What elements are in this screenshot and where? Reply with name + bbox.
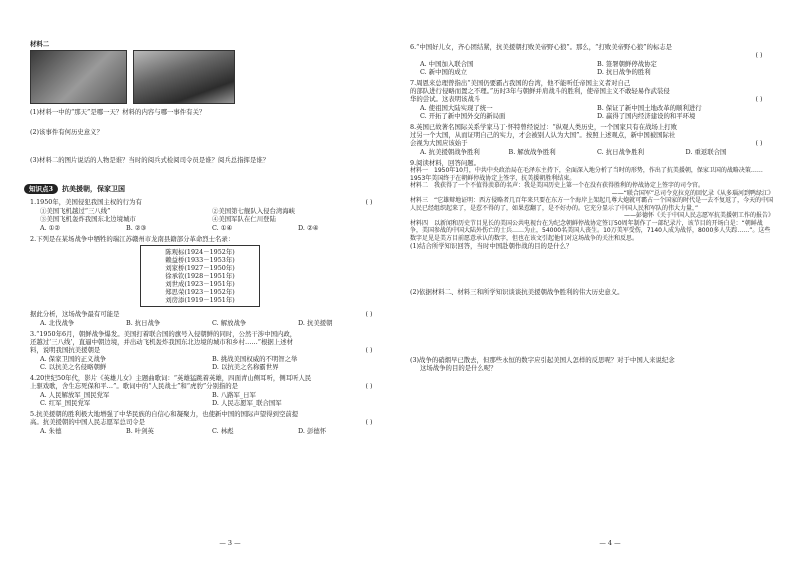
mc3-option[interactable]: A. 保家卫国的正义战争 — [40, 355, 107, 364]
mc-question-6: 6.“中国好儿女，齐心团结紧，抗美援朝打败美帝野心狼”。那么，“打败美帝野心狼”的标志是 ( ) A. 中国加入联合国 B. 签署朝鲜停战协定 C. 新中国的成立 D. 抗日战争的胜利 — [410, 43, 774, 76]
mc7-option[interactable]: C. 开拓了新中国外交的新局面 — [420, 112, 506, 120]
sub-question-3-cont: 这场战争的目的是什么呢？ — [420, 364, 497, 372]
material-1: 材料一 1950年10月，中共中央政治局在毛泽东主持下，全面深入地分析了当时的形势，作出了抗美援朝，保家卫国的战略决策……1953年美国终于在朝鲜停战协定上签字，抗美援朝胜利结束。 — [410, 167, 763, 182]
mc5-option[interactable]: A. 朱德 — [40, 427, 62, 436]
question-3: (3)材料二的图片说话的人物是谁？当时的阅兵式检阅司令员是谁？阅兵总指挥是谁？ — [30, 156, 270, 164]
mc-question-2: 2.下列是在某场战争中牺牲的瑞江苏赣州市龙南县籍部分革命烈士名录： 陈观标(1924－1952年) 赖益桥(1933－1953年) 刘家桥(1927－1950年) 徐承钦(1928－1951年) 刘世成(1923－1951年) 郑思荣(1923－1952年) 刘房添(1919－1951年) 据此分析，这场战争最有可能是 ( ) A. 北伐战争 B. 抗日战争 C. 解放战争 D. 抗美援朝 — [30, 235, 384, 327]
mc1-item: ②美国第七舰队入侵台湾海峡 — [212, 207, 296, 216]
mc6-option[interactable]: C. 新中国的成立 — [420, 68, 468, 76]
mc-question-1: 1.1950年，美国侵犯我国主权的行为有 ( ) ①美国飞机越过“三八线” ②美国第七舰队入侵台湾海峡 ③美国飞机轰炸我国东北边境城市 ④美国军队在仁川登陆 A. ①② B. ②③ C. ①④ D. ②④ — [30, 198, 384, 232]
mc7-option[interactable]: A. 使祖国大陆实现了统一 — [420, 104, 493, 112]
mc5-option[interactable]: B. 叶剑英 — [126, 427, 154, 436]
mc1-option[interactable]: D. ②④ — [298, 224, 319, 233]
mc4-option[interactable]: B. 八路军_日军 — [212, 391, 256, 400]
material2-label: 材料二 — [30, 40, 50, 48]
reading-question-9 — [410, 159, 774, 372]
question-2: (2)该事件有何历史意义？ — [30, 128, 103, 136]
mc2-option[interactable]: B. 抗日战争 — [126, 319, 161, 328]
mc-question-8: 8.英国已故著名国际关系学家马丁·怀特曾经说过：“纵观人类历史，一个国家只有在战场上打败 过另一个大国，从而证明自己的实力，才会被别人认为大国”。按照上述观点，新中国被国际社 会视为大国应该始于 ( ) A. 抗美援朝战争胜利 B. 解放战争胜利 C. 抗日战争胜利 D. 重返联合国 — [410, 123, 774, 156]
mc6-option[interactable]: B. 签署朝鲜停战协定 — [597, 60, 657, 68]
sub-question-2: (2)依据材料二、材料三和所学知识谈谈抗美援朝战争胜利的伟大历史意义。 — [410, 288, 624, 296]
photo-row — [30, 50, 384, 104]
q9-title: 9.阅读材料，回答问题。 — [410, 159, 481, 167]
material-3: 材料三 “它雄辩地证明：西方侵略者几百年来只要在东方一个海岸上架起几尊大炮就可霸占一个国家的时代是一去不复返了，今天的中国人民已经组织起来了，是惹不得的了，如果惹翻了，是不好办的。它充分显示了中国人民和军队的伟大力量，” — [410, 197, 774, 212]
mc4-option[interactable]: D. 人民志愿军_联合国军 — [212, 399, 282, 408]
mc7-option[interactable]: D. 赢得了国内经济建设的和平环境 — [597, 112, 696, 120]
mc8-option[interactable]: A. 抗美援朝战争胜利 — [420, 148, 480, 156]
mc2-option[interactable]: A. 北伐战争 — [40, 319, 75, 328]
knowledge-point-badge: 知识点3 — [24, 184, 58, 194]
mc3-option[interactable]: C. 以抗美之名侵略朝鲜 — [40, 363, 107, 372]
mc5-option[interactable]: D. 彭德怀 — [298, 427, 327, 436]
mc8-option[interactable]: C. 抗日战争胜利 — [597, 148, 645, 156]
mc3-option[interactable]: D. 以抗美之名称霸世界 — [212, 363, 279, 372]
mc-question-7: 7.周恩来总理曾指出“美国仍要霸占我国的台湾，他不能听任帝国主义者对自己 的部队进行侵略而置之不理。”历时3年与朝鲜并肩战斗的胜利，使帝国主义不敢轻易作武装侵 华的尝试。这表明该战斗 ( ) A. 使祖国大陆实现了统一 B. 保证了新中国土地改革的顺利进行 C. 开拓了新中国外交的新局面 D. 赢得了国内经济建设的和平环境 — [410, 79, 774, 120]
mc1-item: ④美国军队在仁川登陆 — [212, 215, 276, 224]
sub-question-3: (3)战争的硝烟早已散去，但那些永恒的数字应引起美国人怎样的反思呢？对于中国人来说纪念 — [410, 356, 675, 364]
knowledge-point-header — [24, 184, 384, 194]
martyr-name-list: 陈观标(1924－1952年) 赖益桥(1933－1953年) 刘家桥(1927－1950年) 徐承钦(1928－1951年) 刘世成(1923－1951年) 郑思荣(1923－1952年) 刘房添(1919－1951年) — [140, 245, 260, 307]
mc6-option[interactable]: D. 抗日战争的胜利 — [597, 68, 651, 76]
mc-question-3: 3.“1950年6月，朝鲜战争爆发。美国打着联合国的旗号入侵朝鲜的同时，公然干涉中国内政， 还越过‘三八线’，直逼中朝边境，并出动飞机轰炸我国东北边境的城市和乡村……”根据上述材 料，说明我国抗美援朝是 ( ) A. 保家卫国的正义战争 B. 挑战美国权威的不明智之举 C. 以抗美之名侵略朝鲜 D. 以抗美之名称霸世界 — [30, 330, 384, 371]
mc7-option[interactable]: B. 保证了新中国土地改革的顺利进行 — [597, 104, 702, 112]
mc2-option[interactable]: C. 解放战争 — [212, 319, 247, 328]
mc4-option[interactable]: C. 红军_国民党军 — [40, 399, 91, 408]
mc-question-4: 4.20世纪50年代，影片《英雄儿女》主题曲歌词：“英雄猛跳着英雄，四面青山侧耳听，侧耳听人民 上驱戏歌，舍生忘死保和平…”。歌词中的“人民战士”和“虎豹”分别指的是 ( ) A. 人民解放军_国民党军 B. 八路军_日军 C. 红军_国民党军 D. 人民志愿军_联合国军 — [30, 374, 384, 407]
mc8-option[interactable]: D. 重返联合国 — [685, 148, 727, 156]
right-page — [400, 0, 800, 565]
material-3-source: ——彭德怀《关于中国人民志愿军抗美援朝工作的报告》 — [623, 212, 774, 219]
knowledge-point-title: 抗美援朝，保家卫国 — [62, 183, 126, 193]
sub-question-1: (1)结合所学知识回答，当时中国赴朝作战的目的是什么？ — [410, 242, 573, 250]
question-1: (1)材料一中的“那天”是哪一天？材料的内容与哪一事件有关？ — [30, 108, 206, 116]
material-2-source: ——“联合国军”总司令克拉克的回忆录《从多瑙河到鸭绿江》 — [611, 189, 774, 197]
mc3-option[interactable]: B. 挑战美国权威的不明智之举 — [212, 355, 298, 364]
mc1-item: ③美国飞机轰炸我国东北边境城市 — [40, 215, 136, 224]
material-4: 材料四 以新闻和历史节目见长的美国公共电视台在为纪念朝鲜停战协定签订50周年制作了一部纪录片，该节目的开场白是：“朝鲜战争，美国参战的中国大陆外伤亡的士兵……为止，54000名美国人丧生。10万美军受伤，7140人成为战俘，8000多人失踪……”。这些数字足见是美方目前愿意承认的数字，但也在该文引起他们对这场战争的关注和反思。 — [410, 219, 771, 242]
mc6-option[interactable]: A. 中国加入联合国 — [420, 60, 474, 68]
material-2: 材料二 我获得了一个不值得羡慕的名声：我是美国历史上第一个在没有获得胜利的停战协定上签字的司令官。 — [410, 182, 705, 189]
historical-photo-1 — [30, 50, 127, 104]
page-number-right: — 4 — — [599, 538, 621, 547]
mc-question-5: 5.抗美援朝的胜利极大地增强了中华民族的自信心和凝聚力，也使新中国的国际声望得到空前提 高。抗美援朝的中国人民志愿军总司令是 ( ) A. 朱德 B. 叶剑英 C. 林彪 D. 彭德怀 — [30, 410, 384, 435]
mc1-option[interactable]: B. ②③ — [126, 224, 147, 233]
mc2-option[interactable]: D. 抗美援朝 — [298, 319, 333, 328]
mc1-item: ①美国飞机越过“三八线” — [40, 207, 111, 216]
mc8-option[interactable]: B. 解放战争胜利 — [508, 148, 556, 156]
historical-photo-2 — [133, 50, 235, 104]
mc1-option[interactable]: C. ①④ — [212, 224, 233, 233]
mc1-option[interactable]: A. ①② — [40, 224, 61, 233]
mc5-option[interactable]: C. 林彪 — [212, 427, 234, 436]
page-number-left: — 3 — — [219, 538, 241, 547]
mc4-option[interactable]: A. 人民解放军_国民党军 — [40, 391, 110, 400]
